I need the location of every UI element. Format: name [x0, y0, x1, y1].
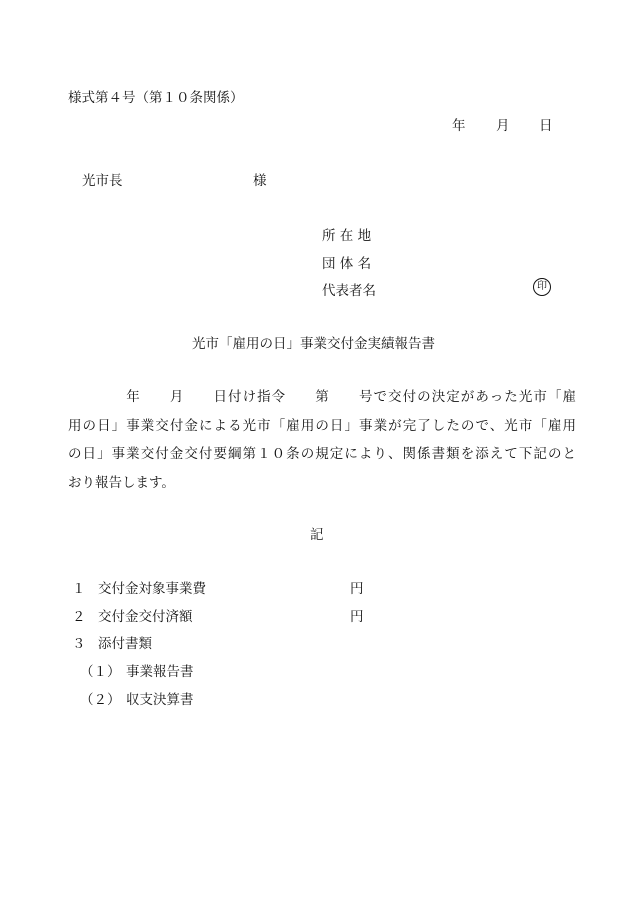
- date-year-label: 年: [452, 118, 466, 134]
- attachment-number: （１）: [80, 664, 121, 680]
- seal-text: 印: [537, 281, 547, 292]
- item-label: 交付金対象事業費: [98, 581, 206, 597]
- attachment-number: （２）: [80, 692, 121, 708]
- item-number: ３: [72, 636, 86, 652]
- seal-icon: [533, 278, 551, 296]
- body-paragraph: [68, 383, 576, 497]
- item-label: 添付書類: [98, 636, 152, 652]
- attachment-label: 事業報告書: [126, 664, 194, 680]
- attachment-label: 収支決算書: [126, 692, 194, 708]
- representative-label: 代表者名: [322, 283, 376, 299]
- item-unit: 円: [350, 581, 364, 597]
- item-number: ２: [72, 609, 86, 625]
- body-line: おり報告します。: [68, 474, 175, 491]
- ki-heading: 記: [310, 527, 324, 543]
- form-number: 様式第４号（第１０条関係）: [68, 90, 244, 106]
- item-label: 交付金交付済額: [98, 609, 193, 625]
- date-month-label: 月: [496, 118, 510, 134]
- group-name-label: 団 体 名: [322, 256, 372, 272]
- item-number: １: [72, 581, 86, 597]
- body-line: 年 月 日付け指令 第 号で交付の決定があった光市「雇: [68, 389, 576, 405]
- addressee-honorific: 様: [253, 173, 267, 189]
- document-title: 光市「雇用の日」事業交付金実績報告書: [192, 336, 435, 352]
- addressee-name: 光市長: [82, 173, 123, 189]
- body-line: 用の日」事業交付金による光市「雇用の日」事業が完了したので、光市「雇用: [68, 417, 576, 434]
- body-line: の日」事業交付金交付要綱第１０条の規定により、関係書類を添えて下記のと: [68, 446, 576, 462]
- address-label: 所 在 地: [322, 228, 372, 244]
- item-unit: 円: [350, 609, 364, 625]
- date-day-label: 日: [539, 118, 553, 134]
